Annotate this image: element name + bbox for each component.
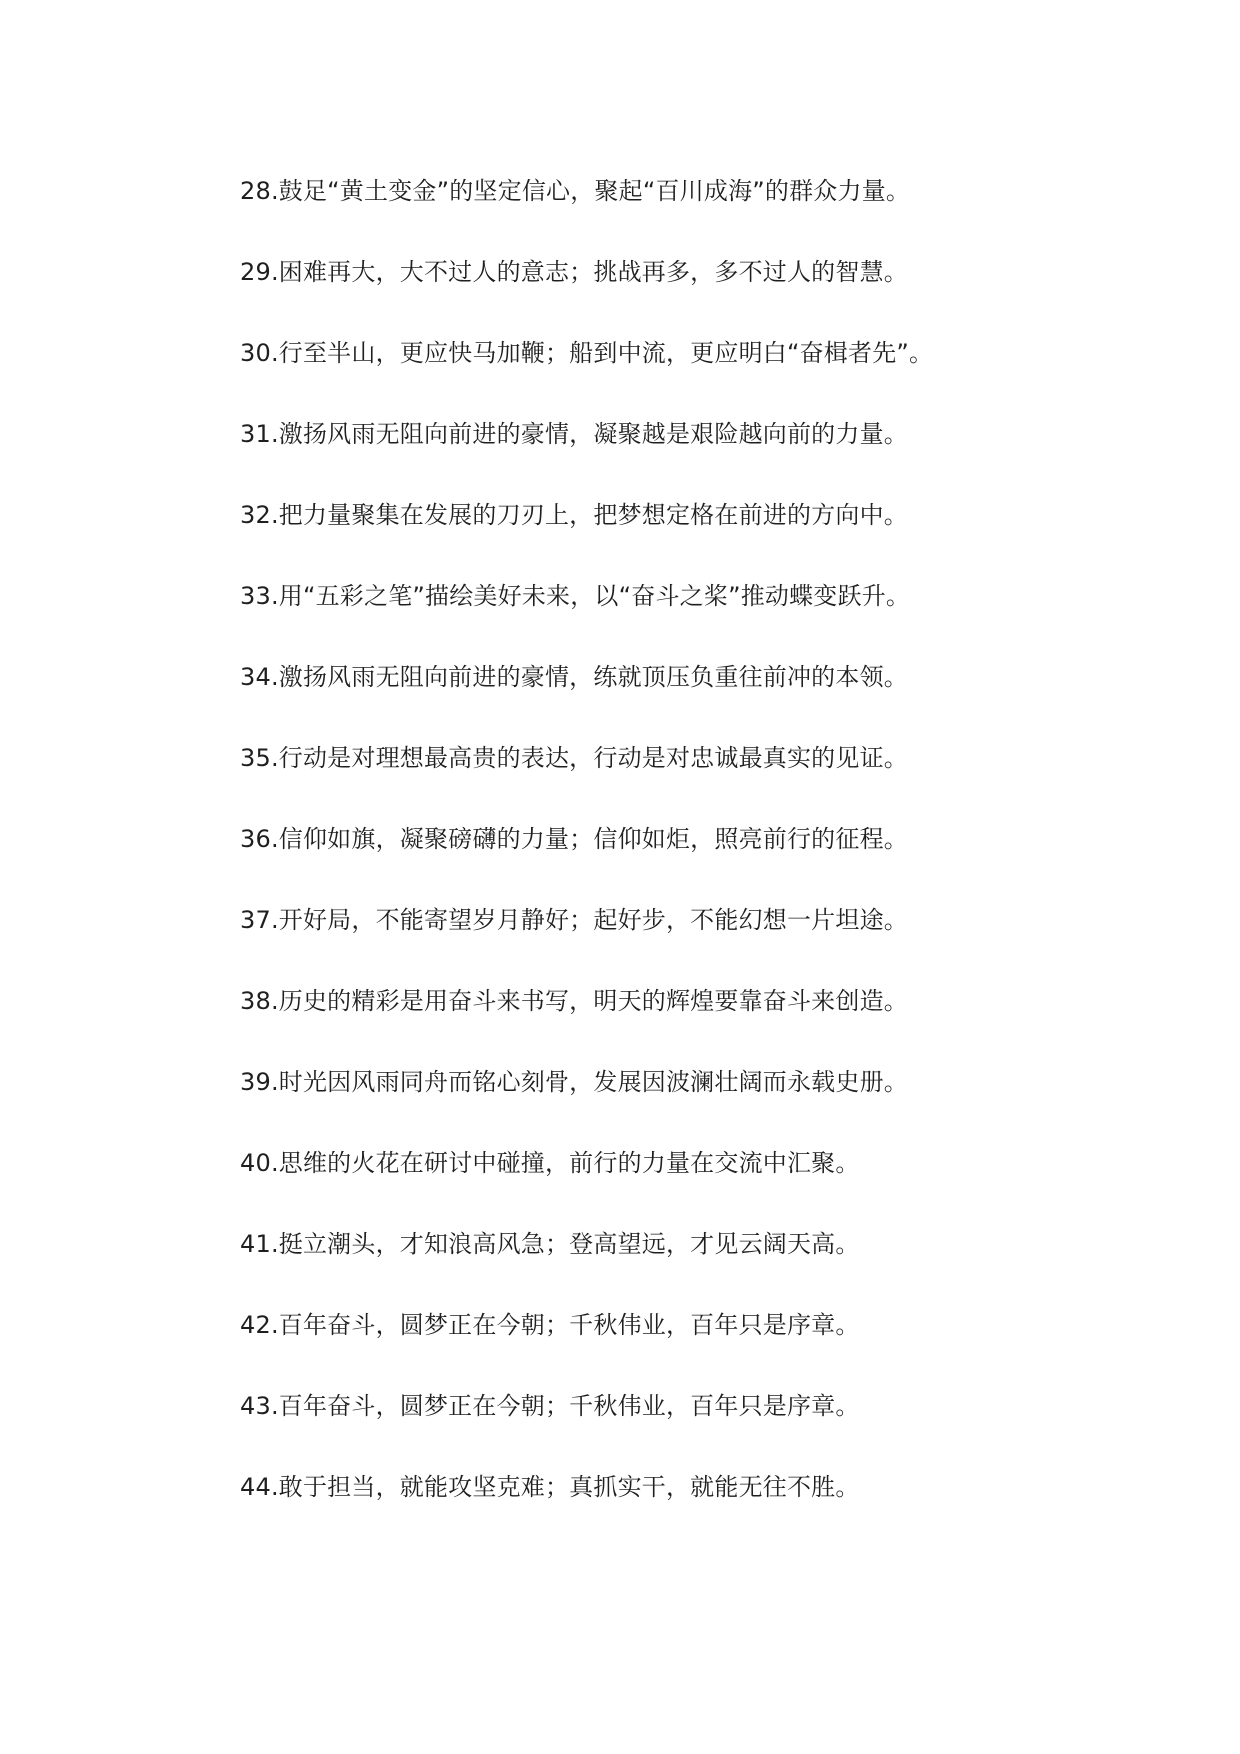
list-item: 30.行至半山，更应快马加鞭；船到中流，更应明白“奋楫者先”。 (240, 339, 934, 367)
list-item: 35.行动是对理想最高贵的表达，行动是对忠诚最真实的见证。 (240, 744, 908, 772)
list-item: 32.把力量聚集在发展的刀刃上，把梦想定格在前进的方向中。 (240, 501, 908, 529)
list-item: 44.敢于担当，就能攻坚克难；真抓实干，就能无往不胜。 (240, 1473, 860, 1501)
list-item: 33.用“五彩之笔”描绘美好未来，以“奋斗之桨”推动蝶变跃升。 (240, 582, 911, 610)
list-item: 43.百年奋斗，圆梦正在今朝；千秋伟业，百年只是序章。 (240, 1392, 860, 1420)
list-item: 29.困难再大，大不过人的意志；挑战再多，多不过人的智慧。 (240, 258, 908, 286)
list-item: 41.挺立潮头，才知浪高风急；登高望远，才见云阔天高。 (240, 1230, 860, 1258)
list-item: 37.开好局，不能寄望岁月静好；起好步，不能幻想一片坦途。 (240, 906, 908, 934)
list-item: 40.思维的火花在研讨中碰撞，前行的力量在交流中汇聚。 (240, 1149, 860, 1177)
list-item: 39.时光因风雨同舟而铭心刻骨，发展因波澜壮阔而永载史册。 (240, 1068, 908, 1096)
list-item: 42.百年奋斗，圆梦正在今朝；千秋伟业，百年只是序章。 (240, 1311, 860, 1339)
quote-list (240, 175, 1220, 1552)
list-item: 36.信仰如旗，凝聚磅礴的力量；信仰如炬，照亮前行的征程。 (240, 825, 908, 853)
list-item: 38.历史的精彩是用奋斗来书写，明天的辉煌要靠奋斗来创造。 (240, 987, 908, 1015)
list-item: 28.鼓足“黄土变金”的坚定信心，聚起“百川成海”的群众力量。 (240, 177, 911, 205)
list-item: 31.激扬风雨无阻向前进的豪情，凝聚越是艰险越向前的力量。 (240, 420, 908, 448)
list-item: 34.激扬风雨无阻向前进的豪情，练就顶压负重往前冲的本领。 (240, 663, 908, 691)
